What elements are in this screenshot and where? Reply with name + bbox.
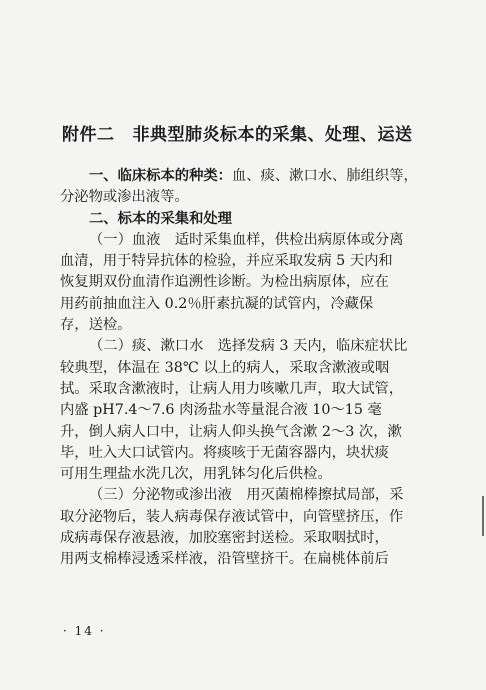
paragraph-secretion-line-3: 成病毒保存液悬液，加胶塞密封送检。采取咽拭时， [60, 530, 389, 547]
paragraph-blood-line-1: （一）血液 适时采集血样，供检出病原体或分离 [89, 231, 404, 248]
paragraph-sputum-line-1: （二）痰、漱口水 选择发病 3 天内，临床症状比 [89, 338, 408, 355]
paragraph-sputum-line-5: 升，倒人病人口中，让病人仰头换气含漱 2～3 次，漱 [60, 423, 402, 440]
paragraph-blood-line-3: 恢复期双份血清作追溯性诊断。为检出病原体，应在 [60, 274, 389, 291]
paragraph-secretion-line-1: （三）分泌物或渗出液 用灭菌棉棒擦拭局部，采 [89, 487, 404, 504]
section-1-line-2: 分泌物或渗出液等。 [60, 189, 189, 206]
paragraph-sputum-line-3: 拭。采取含漱液时，让病人用力咳嗽几声，取大试管， [60, 380, 404, 397]
section-1-line-1 [60, 166, 426, 187]
document-body [60, 166, 426, 571]
title-prefix: 附件二 [62, 125, 115, 145]
paragraph-secretion-line-2: 取分泌物后，装人病毒保存液试管中，向管壁挤压，作 [60, 508, 404, 525]
paragraph-blood-line-5: 存，送检。 [60, 317, 132, 334]
section-1-text: 血、痰、漱口水、肺组织等， [231, 168, 418, 184]
paragraph-blood-line-4: 用药前抽血注入 0.2％肝素抗凝的试管内，冷藏保 [60, 295, 374, 312]
page-number: · 14 · [63, 624, 106, 638]
scan-edge-mark [482, 496, 484, 536]
document-title [62, 120, 462, 145]
title-main: 非典型肺炎标本的采集、处理、运送 [132, 125, 413, 145]
paragraph-sputum-line-4: 内盛 pH7.4～7.6 肉汤盐水等量混合液 10～15 毫 [60, 402, 382, 419]
paragraph-sputum-line-2: 较典型，体温在 38℃ 以上的病人，采取含漱液或咽 [60, 359, 390, 376]
paragraph-secretion-line-4: 用两支棉棒浸透采样液，沿管壁挤干。在扁桃体前后 [60, 551, 389, 568]
paragraph-blood-line-2: 血清，用于特异抗体的检验，并应采取发病 5 天内和 [60, 253, 393, 270]
section-2-heading: 二、标本的采集和处理 [89, 210, 232, 227]
paragraph-sputum-line-6: 毕，吐入大口试管内。将痰咳于无菌容器内，块状痰 [60, 444, 389, 461]
paragraph-sputum-line-7: 可用生理盐水洗几次，用乳钵匀化后供检。 [60, 466, 332, 483]
section-1-heading: 一、临床标本的种类： [89, 168, 232, 184]
